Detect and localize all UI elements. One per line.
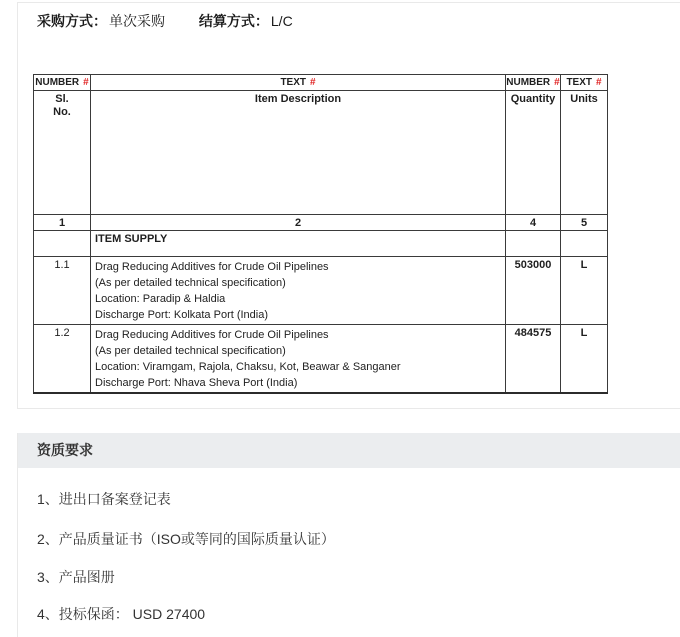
procurement-info-line: [37, 11, 293, 31]
col-header-sl-no: [34, 91, 91, 215]
procurement-panel: [17, 2, 680, 409]
desc-line: Location: Viramgam, Rajola, Chaksu, Kot, Beawar & Sanganer: [95, 361, 401, 373]
qualification-title: 资质要求: [37, 442, 93, 458]
index-cell: 5: [561, 215, 608, 231]
item-description: [91, 325, 506, 394]
empty-cell: [506, 231, 561, 257]
index-cell: 1: [34, 215, 91, 231]
type-header-text-2: [561, 75, 608, 91]
table-row: [34, 325, 608, 394]
hash-icon: #: [554, 77, 560, 88]
type-header-number-2: [506, 75, 561, 91]
qualification-section-header: [18, 433, 680, 468]
desc-line: Discharge Port: Kolkata Port (India): [95, 309, 269, 321]
no-label: No.: [53, 106, 71, 118]
desc-line: (As per detailed technical specification): [95, 277, 286, 289]
col-header-quantity: Quantity: [506, 91, 561, 215]
type-header-label: NUMBER: [35, 77, 80, 88]
settlement-method-value: L/C: [270, 13, 293, 29]
qualification-panel: [17, 433, 680, 637]
item-units: L: [561, 257, 608, 325]
desc-line: Drag Reducing Additives for Crude Oil Pipelines: [95, 261, 329, 273]
col-header-item-description: Item Description: [91, 91, 506, 215]
qualification-item: 3、产品图册: [37, 569, 115, 585]
index-cell: 2: [91, 215, 506, 231]
index-cell: 4: [506, 215, 561, 231]
item-quantity: 503000: [506, 257, 561, 325]
table-row: [34, 257, 608, 325]
hash-icon: #: [596, 77, 602, 88]
item-units: L: [561, 325, 608, 394]
desc-line: Drag Reducing Additives for Crude Oil Pipelines: [95, 329, 329, 341]
purchase-method-value: 单次采购: [109, 13, 165, 29]
empty-cell: [34, 231, 91, 257]
section-title: ITEM SUPPLY: [91, 231, 506, 257]
type-header-label: TEXT: [566, 77, 592, 88]
empty-cell: [561, 231, 608, 257]
qualification-item: 1、进出口备案登记表: [37, 491, 171, 507]
items-table: [33, 74, 608, 394]
item-sl-no: 1.2: [34, 325, 91, 394]
table-index-row: [34, 215, 608, 231]
type-header-text-1: [91, 75, 506, 91]
type-header-label: TEXT: [280, 77, 306, 88]
col-header-units: Units: [561, 91, 608, 215]
type-header-label: NUMBER: [506, 77, 551, 88]
type-header-number-1: [34, 75, 91, 91]
item-description: [91, 257, 506, 325]
purchase-method-label: 采购方式：: [37, 13, 107, 29]
qualification-item: 4、投标保函： USD 27400: [37, 606, 206, 622]
settlement-method-label: 结算方式：: [198, 13, 269, 29]
item-quantity: 484575: [506, 325, 561, 394]
table-section-row: [34, 231, 608, 257]
sl-label: Sl.: [55, 93, 69, 105]
desc-line: (As per detailed technical specification): [95, 345, 286, 357]
hash-icon: #: [83, 77, 89, 88]
qualification-item: 2、产品质量证书（ISO或等同的国际质量认证）: [37, 531, 335, 547]
item-sl-no: 1.1: [34, 257, 91, 325]
table-type-header-row: [34, 75, 608, 91]
desc-line: Location: Paradip & Haldia: [95, 293, 226, 305]
desc-line: Discharge Port: Nhava Sheva Port (India): [95, 377, 298, 389]
table-column-header-row: [34, 91, 608, 215]
hash-icon: #: [310, 77, 316, 88]
